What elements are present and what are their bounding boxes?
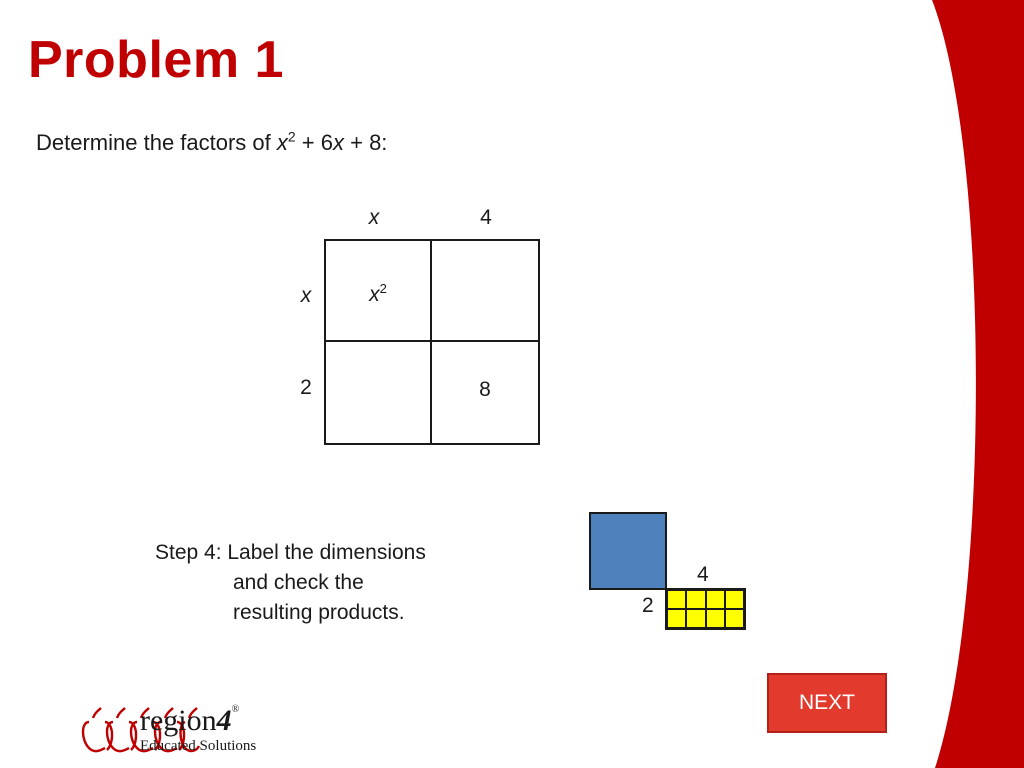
column-label-x: x xyxy=(368,206,380,229)
tile-height-label: 2 xyxy=(642,594,654,617)
problem-mid: + 6 xyxy=(295,130,333,155)
step-instructions xyxy=(155,538,475,628)
step-line-2: and check the xyxy=(233,571,364,594)
unit-tile xyxy=(686,609,705,628)
unit-tile xyxy=(667,609,686,628)
logo-number: 4 xyxy=(216,704,232,737)
problem-statement xyxy=(36,130,387,156)
unit-tile xyxy=(706,609,725,628)
cell-top-left-var: x xyxy=(369,283,380,306)
cell-bottom-right-text: 8 xyxy=(479,378,491,401)
unit-tile xyxy=(725,590,744,609)
problem-suffix: + 8: xyxy=(344,130,388,155)
unit-tiles-group xyxy=(665,588,746,630)
problem-var: x xyxy=(276,130,288,155)
problem-var-2: x xyxy=(333,130,344,155)
logo-registered: ® xyxy=(231,704,240,715)
cell-bottom-left xyxy=(326,342,432,443)
next-button[interactable]: NEXT xyxy=(767,673,887,733)
unit-tile xyxy=(706,590,725,609)
cell-top-left xyxy=(326,241,432,342)
row-label-2: 2 xyxy=(300,376,312,399)
problem-prefix: Determine the factors of xyxy=(36,130,277,155)
logo-word: region xyxy=(140,704,217,737)
row-label-x: x xyxy=(300,284,312,307)
problem-exponent: 2 xyxy=(287,128,296,145)
unit-tile xyxy=(686,590,705,609)
cell-top-right xyxy=(432,241,538,342)
unit-tile xyxy=(725,609,744,628)
logo-tagline: Educated Solutions xyxy=(140,738,257,754)
step-line-1: Step 4: Label the dimensions xyxy=(155,541,426,564)
logo-wordmark xyxy=(140,704,239,738)
cell-bottom-right xyxy=(432,342,538,443)
tile-width-label: 4 xyxy=(697,563,709,586)
page-title: Problem 1 xyxy=(28,31,284,89)
column-label-4: 4 xyxy=(480,206,492,229)
unit-tile xyxy=(667,590,686,609)
cell-top-left-text xyxy=(326,283,430,307)
x-squared-tile xyxy=(589,512,667,590)
step-line-3: resulting products. xyxy=(233,601,405,624)
cell-top-left-exp: 2 xyxy=(379,281,387,296)
area-model-grid xyxy=(324,239,540,445)
